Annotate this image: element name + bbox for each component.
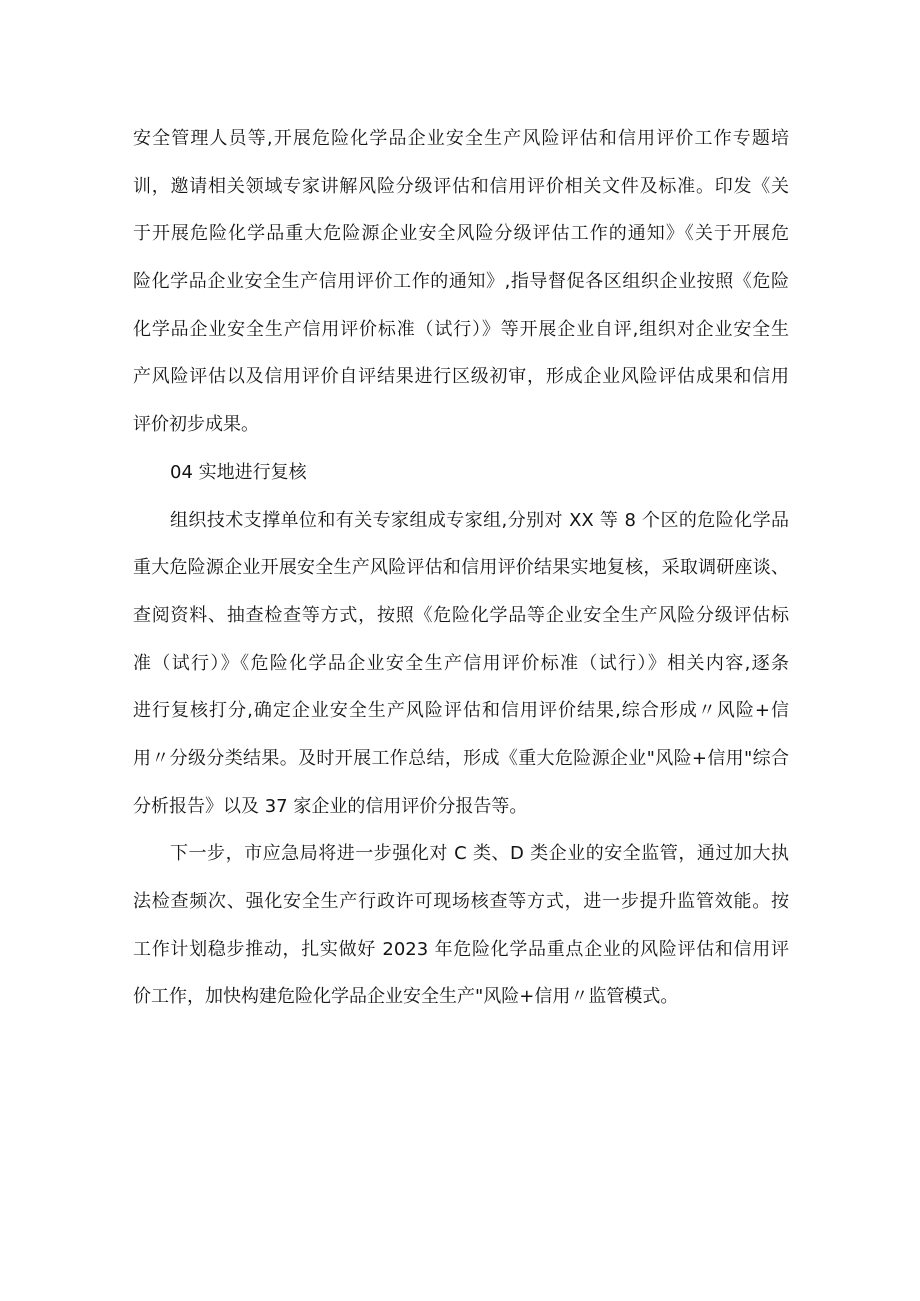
text-line: 价工作，加快构建危险化学品企业安全生产"风险+信用〃监管模式。	[133, 986, 679, 1008]
text-line: 评价初步成果。	[133, 414, 259, 436]
text-line: 用〃分级分类结果。及时开展工作总结，形成《重大危险源企业"风险+信用"综合	[133, 747, 789, 769]
text-line: 安全管理人员等,开展危险化学品企业安全生产风险评估和信用评价工作专题培	[133, 128, 789, 149]
text-line: 下一步，市应急局将进一步强化对 C 类、D 类企业的安全监管，通过加大执	[170, 843, 789, 865]
text-line: 化学品企业安全生产信用评价标准（试行）》等开展企业自评,组织对企业安全生	[133, 318, 789, 340]
text-line: 产风险评估以及信用评价自评结果进行区级初审，形成企业风险评估成果和信用	[133, 366, 789, 388]
section-heading: 04 实地进行复核	[170, 461, 307, 483]
document-body	[133, 115, 789, 1021]
text-line: 险化学品企业安全生产信用评价工作的通知》,指导督促各区组织企业按照《危险	[133, 271, 789, 293]
paragraph-next-steps	[133, 830, 789, 1021]
text-line: 于开展危险化学品重大危险源企业安全风险分级评估工作的通知》《关于开展危	[133, 223, 789, 245]
text-line: 进行复核打分,确定企业安全生产风险评估和信用评价结果,综合形成〃风险+信	[133, 700, 789, 722]
text-line: 重大危险源企业开展安全生产风险评估和信用评价结果实地复核，采取调研座谈、	[133, 557, 789, 579]
paragraph-training	[133, 115, 789, 449]
text-line: 组织技术支撑单位和有关专家组成专家组,分别对 XX 等 8 个区的危险化学品	[170, 509, 789, 531]
text-line: 工作计划稳步推动，扎实做好 2023 年危险化学品重点企业的风险评估和信用评	[133, 938, 789, 960]
text-line: 训，邀请相关领域专家讲解风险分级评估和信用评价相关文件及标准。印发《关	[133, 175, 789, 197]
text-line: 分析报告》以及 37 家企业的信用评价分报告等。	[133, 795, 528, 817]
text-line: 准（试行）》《危险化学品企业安全生产信用评价标准（试行）》相关内容,逐条	[133, 652, 789, 674]
paragraph-onsite-review	[133, 497, 789, 831]
text-line: 查阅资料、抽查检查等方式，按照《危险化学品等企业安全生产风险分级评估标	[133, 604, 789, 626]
text-line: 法检查频次、强化安全生产行政许可现场核查等方式，进一步提升监管效能。按	[133, 891, 789, 912]
